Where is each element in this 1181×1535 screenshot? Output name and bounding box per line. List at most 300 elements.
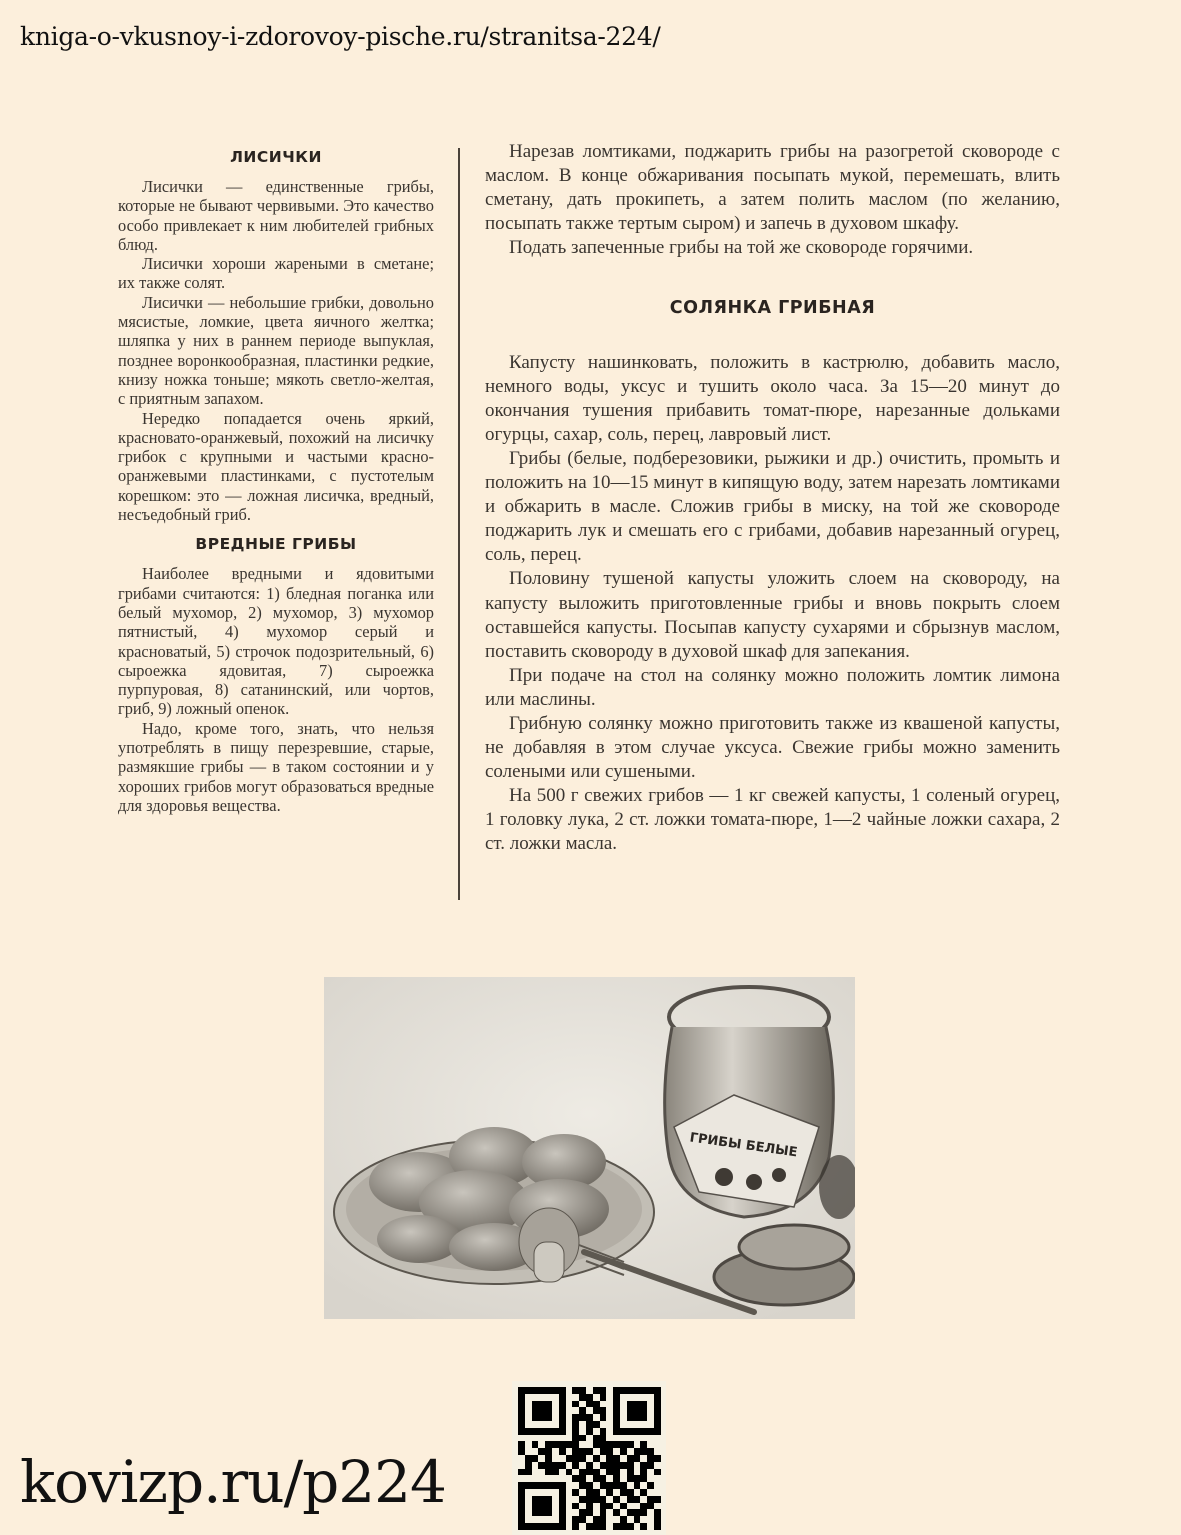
qr-module bbox=[552, 1469, 559, 1476]
section-title-solyanka: СОЛЯНКА ГРИБНАЯ bbox=[669, 298, 876, 319]
qr-module bbox=[613, 1523, 620, 1530]
qr-module bbox=[532, 1394, 539, 1401]
qr-module bbox=[579, 1448, 586, 1455]
qr-module bbox=[654, 1414, 661, 1421]
qr-module bbox=[559, 1462, 566, 1469]
qr-module bbox=[572, 1414, 579, 1421]
qr-module bbox=[627, 1516, 634, 1523]
qr-module bbox=[593, 1455, 600, 1462]
qr-module bbox=[552, 1455, 559, 1462]
column-divider bbox=[458, 148, 460, 900]
qr-module bbox=[620, 1414, 627, 1421]
qr-module bbox=[566, 1401, 573, 1408]
qr-module bbox=[552, 1523, 559, 1530]
section-title-harmful-mushrooms: ВРЕДНЫЕ ГРИБЫ bbox=[195, 535, 357, 554]
qr-module bbox=[620, 1509, 627, 1516]
qr-module bbox=[579, 1414, 586, 1421]
qr-module bbox=[559, 1387, 566, 1394]
qr-module bbox=[518, 1482, 525, 1489]
qr-module bbox=[532, 1482, 539, 1489]
qr-module bbox=[532, 1509, 539, 1516]
qr-module bbox=[579, 1387, 586, 1394]
qr-module bbox=[532, 1462, 539, 1469]
qr-module bbox=[627, 1401, 634, 1408]
short-url-link[interactable]: kovizp.ru/p224 bbox=[20, 1448, 446, 1516]
qr-module bbox=[518, 1441, 525, 1448]
qr-module bbox=[545, 1462, 552, 1469]
qr-module bbox=[606, 1503, 613, 1510]
qr-module bbox=[586, 1455, 593, 1462]
qr-module bbox=[654, 1509, 661, 1516]
qr-module bbox=[640, 1482, 647, 1489]
qr-module bbox=[627, 1387, 634, 1394]
qr-module bbox=[566, 1523, 573, 1530]
qr-module bbox=[613, 1394, 620, 1401]
qr-module bbox=[654, 1387, 661, 1394]
qr-module bbox=[579, 1489, 586, 1496]
qr-module bbox=[532, 1503, 539, 1510]
qr-module bbox=[647, 1475, 654, 1482]
qr-module bbox=[532, 1421, 539, 1428]
qr-module bbox=[606, 1394, 613, 1401]
book-page bbox=[118, 140, 1063, 910]
qr-module bbox=[606, 1421, 613, 1428]
qr-module bbox=[545, 1428, 552, 1435]
paragraph: Грибы (белые, подберезовики, рыжики и др.) очистить, промыть и положить на 10—15 минут в кипящую воду, затем нарезать ломтиками и обжарить в масле. Сложив грибы в миску, на той же сковороде поджарить лук и смешать его с грибами, добавив нарезанный огурец, соль, перец. bbox=[485, 447, 1060, 566]
qr-module bbox=[586, 1421, 593, 1428]
qr-module bbox=[579, 1435, 586, 1442]
qr-module bbox=[559, 1448, 566, 1455]
page-url[interactable]: kniga-o-vkusnoy-i-zdorovoy-pische.ru/stranitsa-224/ bbox=[20, 22, 661, 51]
qr-module bbox=[634, 1489, 641, 1496]
qr-module bbox=[606, 1407, 613, 1414]
qr-module bbox=[572, 1387, 579, 1394]
qr-module bbox=[620, 1496, 627, 1503]
qr-module bbox=[538, 1496, 545, 1503]
qr-module bbox=[620, 1441, 627, 1448]
qr-module bbox=[518, 1387, 525, 1394]
qr-module bbox=[518, 1475, 525, 1482]
qr-module bbox=[654, 1448, 661, 1455]
paragraph: Нередко попадается очень яркий, красновато-оранжевый, похожий на лисичку грибок с крупными и частыми красно-оранжевыми пластинками, с пустотелым корешком: это — ложная лисичка, вредный, несъедобный гриб. bbox=[118, 408, 434, 525]
qr-module bbox=[552, 1503, 559, 1510]
qr-module bbox=[654, 1421, 661, 1428]
qr-module bbox=[518, 1407, 525, 1414]
qr-module bbox=[559, 1441, 566, 1448]
qr-module bbox=[634, 1496, 641, 1503]
qr-module bbox=[566, 1455, 573, 1462]
qr-module bbox=[572, 1523, 579, 1530]
qr-code-icon[interactable] bbox=[512, 1381, 666, 1535]
qr-module bbox=[647, 1441, 654, 1448]
qr-module bbox=[552, 1489, 559, 1496]
qr-module bbox=[654, 1496, 661, 1503]
qr-module bbox=[620, 1482, 627, 1489]
qr-module bbox=[627, 1523, 634, 1530]
paragraph: Надо, кроме того, знать, что нельзя употреблять в пищу перезревшие, старые, размякшие грибы — в таком состоянии и у хороших грибов могут образоваться вредные для здоровья вещества. bbox=[118, 718, 434, 815]
qr-module bbox=[566, 1414, 573, 1421]
qr-module bbox=[647, 1462, 654, 1469]
qr-module bbox=[586, 1496, 593, 1503]
qr-module bbox=[525, 1414, 532, 1421]
qr-module bbox=[593, 1387, 600, 1394]
paragraph: Половину тушеной капусты уложить слоем на сковороду, на капусту выложить приготовленные грибы и вновь покрыть слоем оставшейся капусты. Посыпав капусту сухарями и сбрызнув маслом, поставить сковороду в духовой шкаф для запекания. bbox=[485, 568, 1060, 662]
qr-module bbox=[525, 1489, 532, 1496]
qr-module bbox=[586, 1462, 593, 1469]
qr-module bbox=[593, 1496, 600, 1503]
qr-module bbox=[647, 1394, 654, 1401]
qr-module bbox=[538, 1482, 545, 1489]
qr-module bbox=[559, 1496, 566, 1503]
qr-module bbox=[538, 1448, 545, 1455]
qr-module bbox=[559, 1435, 566, 1442]
qr-module bbox=[640, 1469, 647, 1476]
qr-module bbox=[566, 1394, 573, 1401]
paragraph: Наиболее вредными и ядовитыми грибами считаются: 1) бледная поганка или белый мухомор, 2) мухомор, 3) мухомор пятнистый, 4) мухомор серый и красноватый, 5) строчок подозрительный, 6) сыроежка ядовитая, 7) сыроежка пурпуровая, 8) сатанинский, или чортов, гриб, 9) ложный опенок. bbox=[118, 564, 434, 719]
qr-module bbox=[606, 1496, 613, 1503]
qr-module bbox=[545, 1414, 552, 1421]
qr-module bbox=[538, 1516, 545, 1523]
qr-module bbox=[538, 1428, 545, 1435]
qr-module bbox=[586, 1435, 593, 1442]
qr-module bbox=[579, 1455, 586, 1462]
qr-module bbox=[600, 1387, 607, 1394]
qr-module bbox=[538, 1421, 545, 1428]
qr-module bbox=[606, 1469, 613, 1476]
qr-module bbox=[586, 1394, 593, 1401]
qr-module bbox=[647, 1421, 654, 1428]
qr-module bbox=[647, 1407, 654, 1414]
paragraph: Лисички — небольшие грибки, довольно мясистые, ломкие, цвета яичного желтка; шляпка у них в раннем периоде выпуклая, позднее воронкообразная, пластинки редкие, книзу ножка тоньше; мякоть светло-желтая, с приятным запахом. bbox=[118, 292, 434, 409]
qr-module bbox=[572, 1455, 579, 1462]
qr-module bbox=[654, 1407, 661, 1414]
qr-module bbox=[640, 1496, 647, 1503]
paragraph: Лисички — единственные грибы, которые не бывают червивыми. Это качество особо привлекает к ним любителей грибных блюд. bbox=[118, 177, 434, 254]
qr-module bbox=[545, 1394, 552, 1401]
qr-module bbox=[640, 1441, 647, 1448]
qr-module bbox=[654, 1435, 661, 1442]
qr-module bbox=[640, 1394, 647, 1401]
qr-module bbox=[627, 1407, 634, 1414]
qr-module bbox=[654, 1441, 661, 1448]
qr-module bbox=[579, 1482, 586, 1489]
qr-module bbox=[525, 1407, 532, 1414]
qr-module bbox=[600, 1414, 607, 1421]
qr-module bbox=[634, 1503, 641, 1510]
qr-module bbox=[572, 1482, 579, 1489]
qr-module bbox=[613, 1421, 620, 1428]
qr-module bbox=[579, 1469, 586, 1476]
qr-module bbox=[647, 1482, 654, 1489]
qr-module bbox=[647, 1523, 654, 1530]
qr-module bbox=[572, 1475, 579, 1482]
qr-module bbox=[545, 1482, 552, 1489]
qr-module bbox=[525, 1394, 532, 1401]
qr-module bbox=[525, 1401, 532, 1408]
qr-module bbox=[640, 1489, 647, 1496]
qr-module bbox=[586, 1428, 593, 1435]
qr-module bbox=[552, 1482, 559, 1489]
qr-module bbox=[552, 1428, 559, 1435]
qr-module bbox=[532, 1523, 539, 1530]
qr-module bbox=[627, 1435, 634, 1442]
qr-module bbox=[606, 1414, 613, 1421]
qr-module bbox=[620, 1435, 627, 1442]
qr-module bbox=[620, 1516, 627, 1523]
qr-module bbox=[647, 1448, 654, 1455]
qr-module bbox=[545, 1455, 552, 1462]
qr-module bbox=[593, 1421, 600, 1428]
qr-module bbox=[586, 1448, 593, 1455]
qr-module bbox=[606, 1475, 613, 1482]
qr-module bbox=[593, 1523, 600, 1530]
qr-module bbox=[634, 1482, 641, 1489]
qr-module bbox=[586, 1516, 593, 1523]
qr-module bbox=[538, 1509, 545, 1516]
qr-module bbox=[634, 1428, 641, 1435]
qr-module bbox=[538, 1435, 545, 1442]
qr-module bbox=[627, 1469, 634, 1476]
qr-module bbox=[647, 1469, 654, 1476]
qr-module bbox=[593, 1509, 600, 1516]
qr-module bbox=[640, 1387, 647, 1394]
qr-module bbox=[593, 1482, 600, 1489]
qr-module bbox=[518, 1509, 525, 1516]
qr-module bbox=[593, 1475, 600, 1482]
qr-module bbox=[654, 1516, 661, 1523]
qr-module bbox=[552, 1435, 559, 1442]
qr-module bbox=[545, 1435, 552, 1442]
qr-module bbox=[654, 1503, 661, 1510]
qr-module bbox=[579, 1421, 586, 1428]
qr-module bbox=[538, 1441, 545, 1448]
qr-module bbox=[613, 1441, 620, 1448]
qr-module bbox=[627, 1441, 634, 1448]
qr-module bbox=[606, 1489, 613, 1496]
qr-module bbox=[613, 1462, 620, 1469]
qr-module bbox=[525, 1516, 532, 1523]
qr-module bbox=[545, 1421, 552, 1428]
qr-module bbox=[559, 1421, 566, 1428]
qr-module bbox=[600, 1516, 607, 1523]
qr-module bbox=[586, 1407, 593, 1414]
qr-module bbox=[627, 1503, 634, 1510]
qr-module bbox=[620, 1523, 627, 1530]
qr-module bbox=[525, 1462, 532, 1469]
qr-module bbox=[640, 1516, 647, 1523]
qr-module bbox=[579, 1475, 586, 1482]
qr-module bbox=[634, 1448, 641, 1455]
qr-module bbox=[606, 1441, 613, 1448]
qr-module bbox=[559, 1503, 566, 1510]
qr-module bbox=[613, 1489, 620, 1496]
qr-module bbox=[647, 1414, 654, 1421]
qr-module bbox=[620, 1421, 627, 1428]
qr-module bbox=[627, 1394, 634, 1401]
qr-module bbox=[640, 1455, 647, 1462]
qr-module bbox=[640, 1475, 647, 1482]
qr-module bbox=[538, 1469, 545, 1476]
qr-module bbox=[566, 1407, 573, 1414]
qr-module bbox=[627, 1482, 634, 1489]
qr-module bbox=[634, 1414, 641, 1421]
qr-module bbox=[525, 1448, 532, 1455]
qr-module bbox=[532, 1455, 539, 1462]
qr-module bbox=[654, 1523, 661, 1530]
qr-module bbox=[518, 1469, 525, 1476]
qr-module bbox=[586, 1482, 593, 1489]
qr-module bbox=[586, 1503, 593, 1510]
qr-module bbox=[634, 1455, 641, 1462]
qr-module bbox=[620, 1469, 627, 1476]
qr-module bbox=[620, 1489, 627, 1496]
qr-module bbox=[593, 1489, 600, 1496]
qr-module bbox=[654, 1489, 661, 1496]
qr-module bbox=[620, 1462, 627, 1469]
qr-code-grid bbox=[518, 1387, 661, 1530]
qr-module bbox=[593, 1414, 600, 1421]
qr-module bbox=[545, 1469, 552, 1476]
qr-module bbox=[518, 1421, 525, 1428]
qr-module bbox=[634, 1475, 641, 1482]
qr-module bbox=[620, 1407, 627, 1414]
qr-module bbox=[593, 1407, 600, 1414]
qr-module bbox=[634, 1394, 641, 1401]
qr-module bbox=[586, 1469, 593, 1476]
paragraph: Нарезав ломтиками, поджарить грибы на разогретой сковороде с маслом. В конце обжаривания посыпать мукой, перемешать, влить сметану, дать прокипеть, а затем полить маслом (по желанию, посыпать также тертым сыром) и запечь в духовом шкафу. bbox=[485, 141, 1060, 235]
qr-module bbox=[559, 1489, 566, 1496]
qr-module bbox=[572, 1462, 579, 1469]
qr-module bbox=[640, 1435, 647, 1442]
qr-module bbox=[620, 1475, 627, 1482]
qr-module bbox=[613, 1428, 620, 1435]
qr-module bbox=[600, 1428, 607, 1435]
qr-module bbox=[613, 1435, 620, 1442]
qr-module bbox=[600, 1509, 607, 1516]
qr-module bbox=[634, 1516, 641, 1523]
qr-module bbox=[600, 1401, 607, 1408]
right-column bbox=[485, 140, 1060, 857]
qr-module bbox=[545, 1516, 552, 1523]
jar-label: ГРИБЫ БЕЛЫЕ bbox=[688, 1130, 799, 1161]
qr-module bbox=[579, 1428, 586, 1435]
qr-module bbox=[566, 1469, 573, 1476]
qr-module bbox=[647, 1496, 654, 1503]
qr-module bbox=[525, 1482, 532, 1489]
qr-module bbox=[606, 1448, 613, 1455]
illustration-drawing bbox=[324, 977, 855, 1319]
qr-module bbox=[545, 1503, 552, 1510]
qr-module bbox=[518, 1448, 525, 1455]
qr-module bbox=[566, 1441, 573, 1448]
qr-module bbox=[559, 1516, 566, 1523]
qr-module bbox=[586, 1441, 593, 1448]
qr-module bbox=[538, 1462, 545, 1469]
qr-module bbox=[593, 1469, 600, 1476]
qr-module bbox=[545, 1448, 552, 1455]
qr-module bbox=[532, 1448, 539, 1455]
qr-module bbox=[634, 1435, 641, 1442]
qr-module bbox=[593, 1462, 600, 1469]
qr-module bbox=[593, 1441, 600, 1448]
qr-module bbox=[566, 1482, 573, 1489]
qr-module bbox=[538, 1394, 545, 1401]
qr-module bbox=[518, 1394, 525, 1401]
qr-module bbox=[532, 1516, 539, 1523]
qr-module bbox=[545, 1407, 552, 1414]
qr-module bbox=[593, 1428, 600, 1435]
qr-module bbox=[566, 1475, 573, 1482]
qr-module bbox=[572, 1489, 579, 1496]
qr-module bbox=[613, 1407, 620, 1414]
qr-module bbox=[627, 1496, 634, 1503]
qr-module bbox=[606, 1455, 613, 1462]
qr-module bbox=[538, 1455, 545, 1462]
qr-module bbox=[552, 1475, 559, 1482]
qr-module bbox=[545, 1523, 552, 1530]
qr-module bbox=[525, 1441, 532, 1448]
qr-module bbox=[579, 1401, 586, 1408]
qr-module bbox=[566, 1421, 573, 1428]
qr-module bbox=[579, 1441, 586, 1448]
qr-module bbox=[552, 1448, 559, 1455]
qr-module bbox=[559, 1523, 566, 1530]
qr-module bbox=[532, 1469, 539, 1476]
qr-module bbox=[613, 1516, 620, 1523]
qr-module bbox=[634, 1401, 641, 1408]
qr-module bbox=[593, 1503, 600, 1510]
qr-module bbox=[647, 1509, 654, 1516]
qr-module bbox=[525, 1496, 532, 1503]
qr-module bbox=[572, 1441, 579, 1448]
qr-module bbox=[606, 1462, 613, 1469]
qr-module bbox=[525, 1435, 532, 1442]
qr-module bbox=[620, 1503, 627, 1510]
qr-module bbox=[593, 1394, 600, 1401]
qr-module bbox=[579, 1509, 586, 1516]
qr-module bbox=[518, 1503, 525, 1510]
qr-module bbox=[613, 1469, 620, 1476]
qr-module bbox=[654, 1462, 661, 1469]
qr-module bbox=[620, 1428, 627, 1435]
qr-module bbox=[593, 1448, 600, 1455]
qr-module bbox=[538, 1387, 545, 1394]
qr-module bbox=[634, 1509, 641, 1516]
left-column bbox=[118, 140, 434, 815]
qr-module bbox=[538, 1489, 545, 1496]
qr-module bbox=[627, 1455, 634, 1462]
qr-module bbox=[586, 1489, 593, 1496]
qr-module bbox=[606, 1523, 613, 1530]
qr-module bbox=[538, 1401, 545, 1408]
qr-module bbox=[532, 1428, 539, 1435]
qr-module bbox=[572, 1394, 579, 1401]
paragraph: Лисички хороши жареными в сметане; их также солят. bbox=[118, 254, 434, 293]
qr-module bbox=[572, 1448, 579, 1455]
qr-module bbox=[613, 1503, 620, 1510]
qr-module bbox=[613, 1509, 620, 1516]
qr-module bbox=[532, 1407, 539, 1414]
qr-module bbox=[552, 1516, 559, 1523]
qr-module bbox=[613, 1414, 620, 1421]
qr-module bbox=[640, 1428, 647, 1435]
qr-module bbox=[566, 1503, 573, 1510]
qr-module bbox=[600, 1475, 607, 1482]
qr-module bbox=[572, 1469, 579, 1476]
qr-module bbox=[579, 1407, 586, 1414]
qr-module bbox=[545, 1509, 552, 1516]
qr-module bbox=[647, 1435, 654, 1442]
